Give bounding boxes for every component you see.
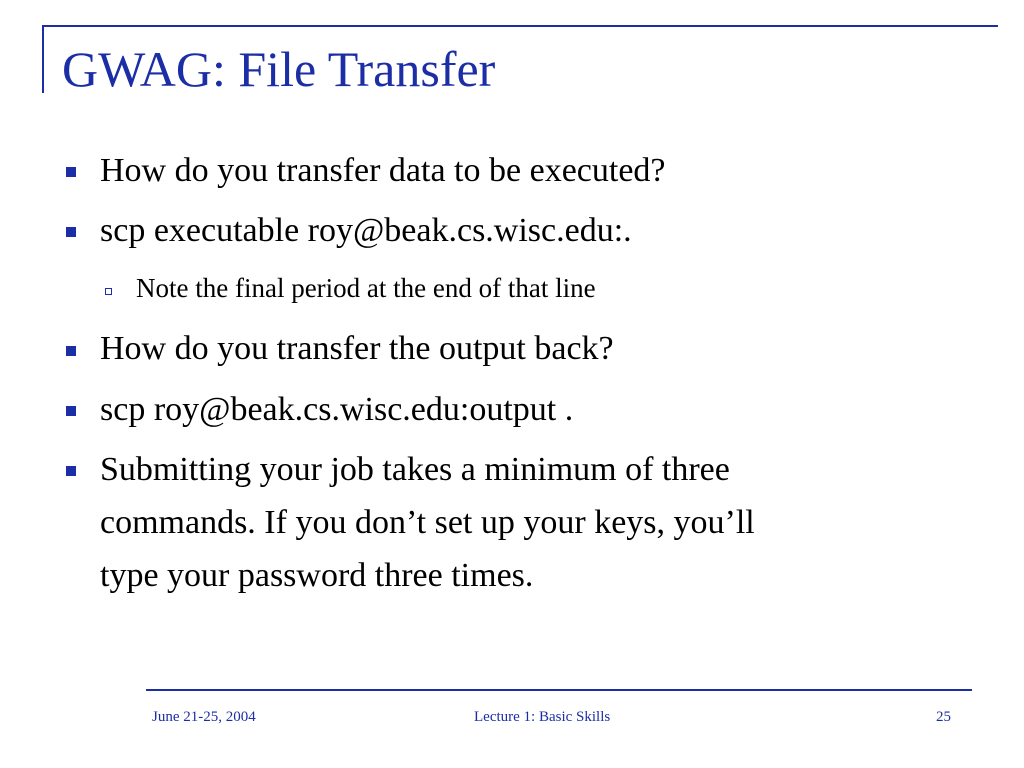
sub-bullet-item-1: Note the final period at the end of that line bbox=[136, 273, 596, 303]
footer-divider bbox=[146, 689, 972, 691]
title-frame-left-line bbox=[42, 25, 44, 93]
bullet-item-5-line-2: commands. If you don’t set up your keys, you’ll bbox=[100, 504, 755, 541]
footer-lecture: Lecture 1: Basic Skills bbox=[474, 709, 611, 725]
bullet-item-2: scp executable roy@beak.cs.wisc.edu:. bbox=[100, 212, 632, 249]
title-frame-top-line bbox=[42, 25, 998, 27]
bullet-square-icon bbox=[66, 406, 76, 416]
footer-page-number: 25 bbox=[936, 709, 951, 725]
bullet-square-icon bbox=[66, 466, 76, 476]
bullet-item-5-line-3: type your password three times. bbox=[100, 557, 534, 594]
footer-date: June 21-25, 2004 bbox=[152, 709, 256, 725]
sub-bullet-hollow-square-icon bbox=[105, 288, 112, 295]
bullet-square-icon bbox=[66, 167, 76, 177]
bullet-square-icon bbox=[66, 227, 76, 237]
slide-title: GWAG: File Transfer bbox=[62, 41, 496, 97]
bullet-square-icon bbox=[66, 346, 76, 356]
bullet-item-4: scp roy@beak.cs.wisc.edu:output . bbox=[100, 391, 574, 428]
bullet-item-5-line-1: Submitting your job takes a minimum of three bbox=[100, 451, 730, 488]
bullet-item-3: How do you transfer the output back? bbox=[100, 330, 614, 367]
bullet-item-1: How do you transfer data to be executed? bbox=[100, 152, 666, 189]
